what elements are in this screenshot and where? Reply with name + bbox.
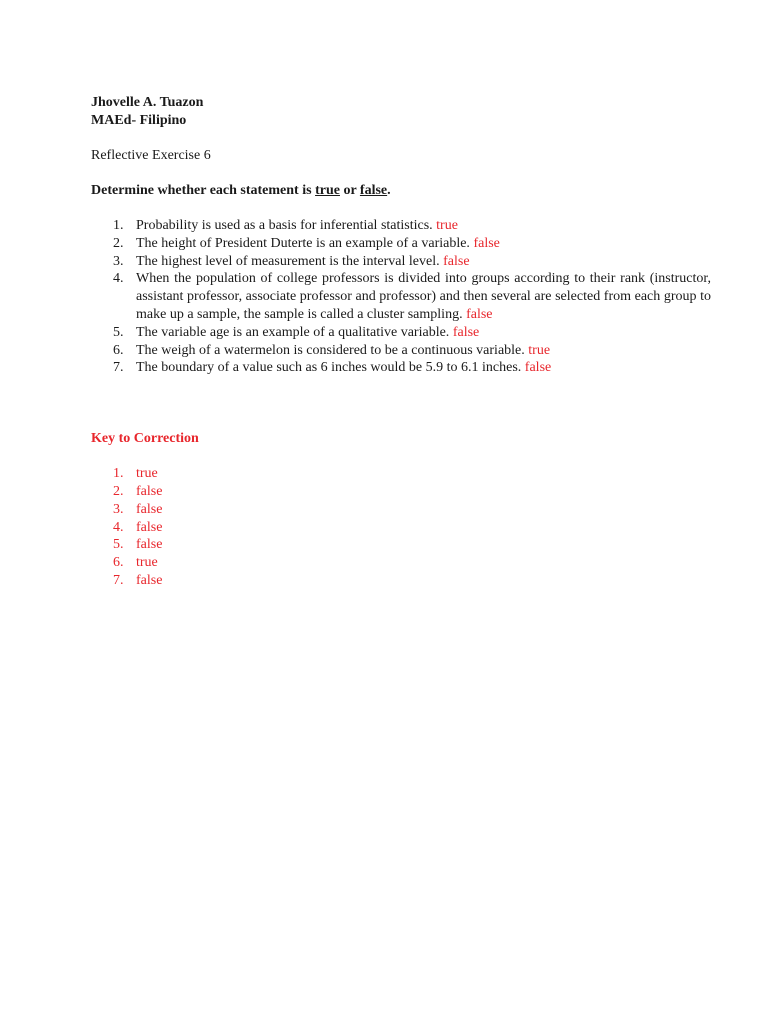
question-text: When the population of college professors is divided into groups according to their rank (instructor, assistant professor, associate professor and professor) and then several are selected from each group to make up a sample, the sample is called a cluster sampling.: [136, 271, 711, 322]
key-number: 1.: [113, 466, 124, 482]
question-item: [91, 324, 711, 342]
question-number: 2.: [113, 235, 124, 251]
key-item: [91, 554, 711, 572]
question-item: [91, 235, 711, 253]
author-name: Jhovelle A. Tuazon: [91, 95, 204, 110]
question-item: [91, 359, 711, 377]
instruction-middle: or: [339, 183, 360, 198]
answer-key-list: [91, 465, 711, 590]
question-text: The highest level of measurement is the interval level.: [136, 253, 444, 269]
question-number: 1.: [113, 218, 124, 233]
exercise-title: Reflective Exercise 6: [91, 148, 211, 163]
question-answer: false: [466, 306, 493, 322]
key-answer: false: [136, 501, 163, 517]
question-text: Probability is used as a basis for inferential statistics.: [136, 218, 437, 233]
question-item: [91, 270, 711, 323]
key-item: [91, 501, 711, 519]
instruction: [91, 182, 711, 200]
key-item: [91, 465, 711, 483]
question-answer: false: [452, 324, 480, 340]
key-answer: true: [136, 555, 158, 571]
instruction-word-false: false: [359, 183, 388, 198]
question-number: 5.: [113, 324, 124, 340]
question-answer: false: [443, 253, 470, 269]
key-number: 7.: [113, 572, 124, 588]
question-number: 3.: [113, 253, 124, 269]
instruction-prefix: Determine whether each statement is: [91, 183, 316, 198]
question-text: The height of President Duterte is an example of a variable.: [136, 235, 474, 251]
key-answer: false: [136, 572, 163, 588]
key-item: [91, 536, 711, 554]
question-list: [91, 217, 711, 377]
question-item: [91, 253, 711, 271]
question-item: [91, 217, 711, 235]
key-answer: false: [136, 519, 163, 535]
question-answer: false: [473, 235, 500, 251]
key-heading: Key to Correction: [91, 431, 199, 447]
key-answer: false: [136, 537, 163, 553]
key-answer: true: [136, 466, 158, 482]
instruction-word-true: true: [315, 183, 340, 198]
question-answer: true: [528, 342, 551, 358]
question-text: The variable age is an example of a qualitative variable.: [136, 324, 453, 340]
question-answer: false: [524, 360, 552, 376]
question-text: The weigh of a watermelon is considered to be a continuous variable.: [136, 342, 529, 358]
instruction-suffix: .: [387, 183, 391, 198]
key-item: [91, 572, 711, 590]
author-program: MAEd- Filipino: [91, 113, 187, 128]
key-answer: false: [136, 483, 163, 499]
question-text: The boundary of a value such as 6 inches would be 5.9 to 6.1 inches.: [136, 360, 525, 376]
question-number: 6.: [113, 342, 124, 358]
key-number: 2.: [113, 483, 124, 499]
key-number: 3.: [113, 501, 124, 517]
question-number: 4.: [113, 271, 124, 287]
key-number: 6.: [113, 555, 124, 571]
question-item: [91, 342, 711, 360]
document-page: [91, 94, 711, 590]
key-item: [91, 483, 711, 501]
key-number: 5.: [113, 537, 124, 553]
key-number: 4.: [113, 519, 124, 535]
question-answer: true: [436, 218, 458, 233]
key-item: [91, 519, 711, 537]
question-number: 7.: [113, 360, 124, 376]
